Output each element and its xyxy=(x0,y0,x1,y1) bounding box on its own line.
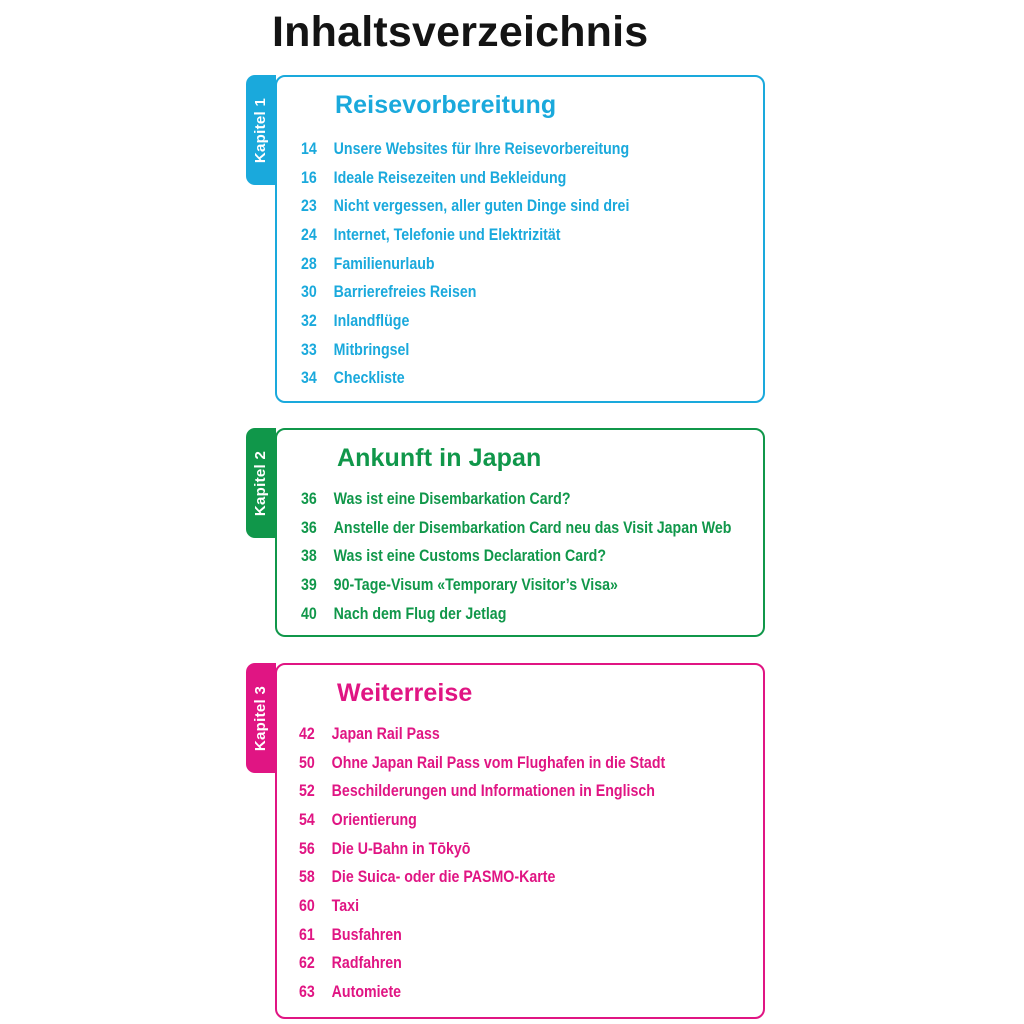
chapter-tab xyxy=(246,663,276,773)
entry-title: Ohne Japan Rail Pass vom Flughafen in die Stadt xyxy=(331,753,666,772)
entry-title: Checkliste xyxy=(333,369,405,388)
toc-entry[interactable] xyxy=(299,921,665,950)
toc-entry[interactable] xyxy=(301,514,731,543)
entry-title: Die U-Bahn in Tōkyō xyxy=(331,839,471,858)
entry-page-number: 61 xyxy=(299,925,315,944)
chapter-title: Weiterreise xyxy=(337,679,473,707)
chapter-box xyxy=(275,75,765,403)
chapter-title: Ankunft in Japan xyxy=(337,444,542,472)
entry-title: Nicht vergessen, aller guten Dinge sind drei xyxy=(333,197,630,216)
entry-page-number: 38 xyxy=(301,547,317,566)
entry-title: Was ist eine Customs Declaration Card? xyxy=(333,547,606,566)
entry-title: 90-Tage-Visum «Temporary Visitor’s Visa» xyxy=(333,575,618,594)
entry-page-number: 58 xyxy=(299,868,315,887)
entry-title: Unsere Websites für Ihre Reisevorbereitung xyxy=(333,139,630,158)
entry-page-number: 14 xyxy=(301,139,317,158)
chapter-3-section xyxy=(246,663,768,1019)
entry-page-number: 32 xyxy=(301,311,317,330)
entry-page-number: 33 xyxy=(301,340,317,359)
chapter-entry-list xyxy=(301,485,801,628)
chapter-tab xyxy=(246,428,276,538)
entry-title: Familienurlaub xyxy=(333,254,435,273)
toc-entry[interactable] xyxy=(301,135,629,164)
toc-entry[interactable] xyxy=(299,978,665,1007)
toc-entry[interactable] xyxy=(299,777,665,806)
entry-title: Taxi xyxy=(331,896,360,915)
toc-entry[interactable] xyxy=(299,806,665,835)
chapter-entry-list xyxy=(301,135,683,393)
toc-entry[interactable] xyxy=(299,950,665,979)
entry-title: Mitbringsel xyxy=(333,340,410,359)
entry-page-number: 62 xyxy=(299,954,315,973)
entry-page-number: 36 xyxy=(301,518,317,537)
entry-page-number: 16 xyxy=(301,168,317,187)
entry-page-number: 34 xyxy=(301,369,317,388)
toc-entry[interactable] xyxy=(301,164,629,193)
entry-title: Beschilderungen und Informationen in Englisch xyxy=(331,782,655,801)
toc-entry[interactable] xyxy=(299,720,665,749)
chapter-entry-list xyxy=(299,720,725,1007)
chapter-2-section xyxy=(246,428,768,637)
entry-page-number: 23 xyxy=(301,197,317,216)
entry-page-number: 50 xyxy=(299,753,315,772)
toc-entry[interactable] xyxy=(301,336,629,365)
entry-page-number: 52 xyxy=(299,782,315,801)
entry-page-number: 39 xyxy=(301,575,317,594)
entry-title: Die Suica- oder die PASMO-Karte xyxy=(331,868,556,887)
entry-title: Anstelle der Disembarkation Card neu das Visit Japan Web xyxy=(333,518,732,537)
entry-page-number: 63 xyxy=(299,983,315,1002)
entry-title: Inlandflüge xyxy=(333,311,410,330)
toc-entry[interactable] xyxy=(299,835,665,864)
chapter-tab-label: Kapitel 1 xyxy=(252,97,270,163)
toc-entry[interactable] xyxy=(301,250,629,279)
entry-page-number: 56 xyxy=(299,839,315,858)
entry-title: Barrierefreies Reisen xyxy=(333,283,477,302)
toc-entry[interactable] xyxy=(301,307,629,336)
entry-page-number: 60 xyxy=(299,896,315,915)
entry-page-number: 42 xyxy=(299,724,315,743)
toc-entry[interactable] xyxy=(301,571,731,600)
toc-entry[interactable] xyxy=(301,542,731,571)
toc-entry[interactable] xyxy=(299,892,665,921)
chapter-tab-label: Kapitel 3 xyxy=(252,685,270,751)
entry-page-number: 40 xyxy=(301,604,317,623)
chapter-1-section xyxy=(246,75,768,403)
chapter-title: Reisevorbereitung xyxy=(335,91,557,119)
toc-entry[interactable] xyxy=(301,278,629,307)
entry-title: Radfahren xyxy=(331,954,402,973)
entry-title: Japan Rail Pass xyxy=(331,724,440,743)
chapter-tab-label: Kapitel 2 xyxy=(252,450,270,516)
toc-entry[interactable] xyxy=(301,600,731,629)
entry-page-number: 24 xyxy=(301,225,317,244)
entry-title: Ideale Reisezeiten und Bekleidung xyxy=(333,168,567,187)
toc-entry[interactable] xyxy=(301,365,629,394)
entry-title: Busfahren xyxy=(331,925,402,944)
entry-title: Internet, Telefonie und Elektrizität xyxy=(333,225,561,244)
chapter-box xyxy=(275,428,765,637)
page-title: Inhaltsverzeichnis xyxy=(272,8,649,56)
entry-page-number: 30 xyxy=(301,283,317,302)
toc-entry[interactable] xyxy=(299,749,665,778)
chapter-tab xyxy=(246,75,276,185)
chapter-box xyxy=(275,663,765,1019)
entry-page-number: 36 xyxy=(301,489,317,508)
entry-title: Automiete xyxy=(331,983,402,1002)
toc-entry[interactable] xyxy=(301,192,629,221)
entry-title: Orientierung xyxy=(331,810,417,829)
entry-page-number: 28 xyxy=(301,254,317,273)
entry-page-number: 54 xyxy=(299,810,315,829)
toc-entry[interactable] xyxy=(301,485,731,514)
entry-title: Nach dem Flug der Jetlag xyxy=(333,604,507,623)
toc-entry[interactable] xyxy=(301,221,629,250)
entry-title: Was ist eine Disembarkation Card? xyxy=(333,489,571,508)
toc-entry[interactable] xyxy=(299,863,665,892)
